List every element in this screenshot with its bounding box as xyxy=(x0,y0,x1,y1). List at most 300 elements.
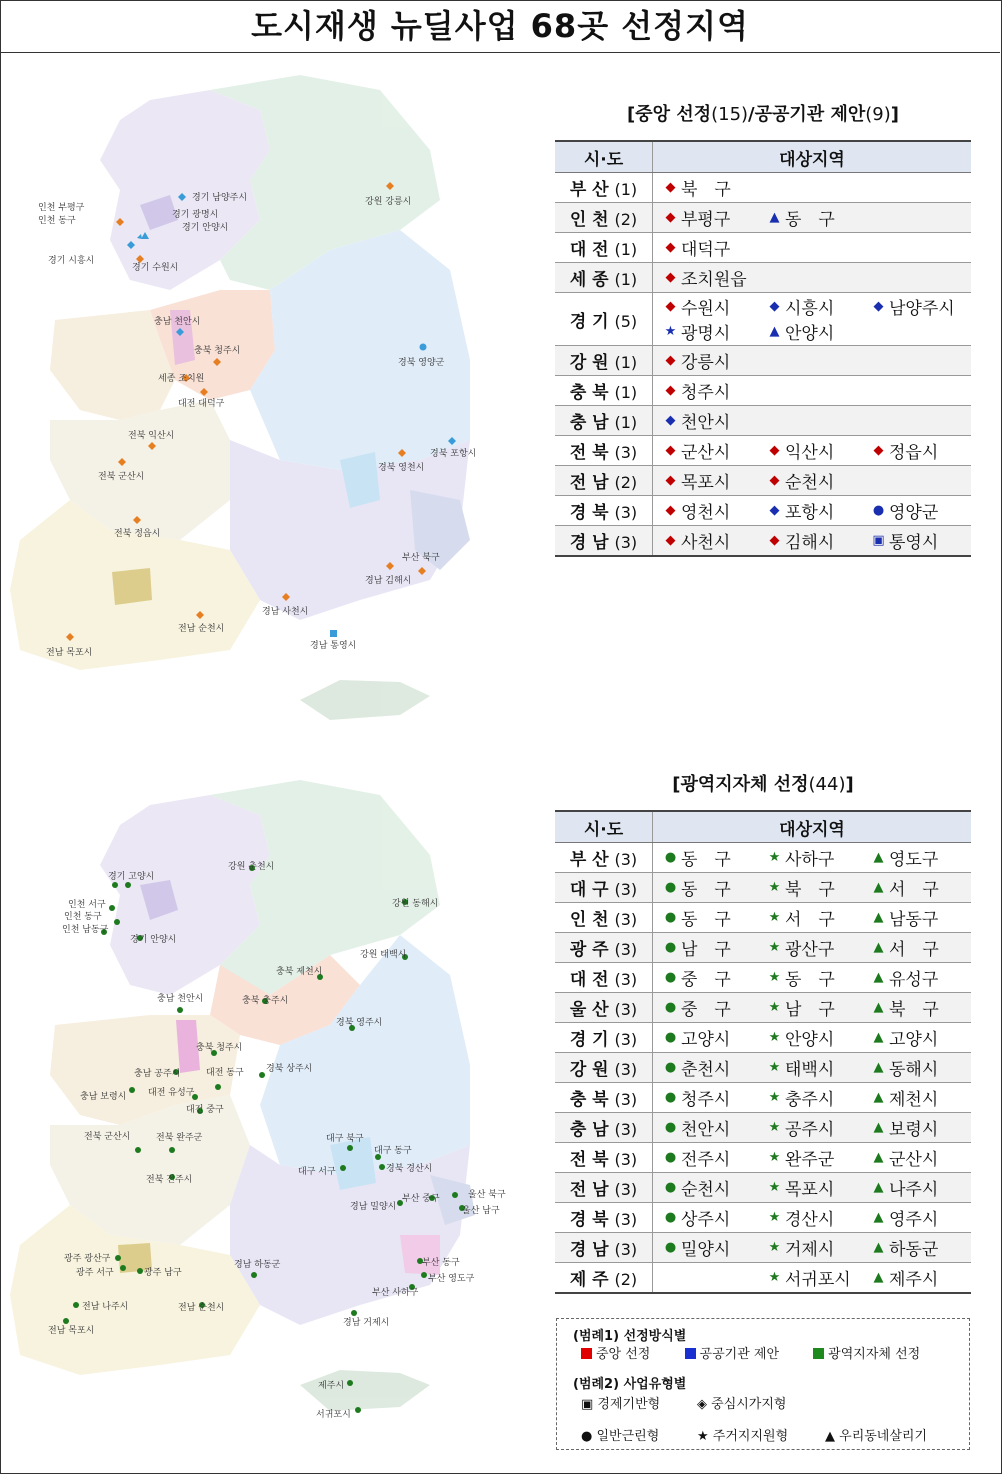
svg-text:부산 영도구: 부산 영도구 xyxy=(428,1274,475,1284)
svg-text:전북 완주군: 전북 완주군 xyxy=(156,1133,203,1143)
target-cell xyxy=(653,466,972,496)
target-region xyxy=(871,1145,971,1170)
type-marker-icon: ★ xyxy=(768,970,781,985)
sido-count: (3) xyxy=(614,940,638,959)
sido-name: 광 주 xyxy=(569,940,609,960)
region-name: 경산시 xyxy=(785,1210,835,1230)
sido-name: 대 전 xyxy=(569,970,609,990)
svg-text:강원 동해시: 강원 동해시 xyxy=(392,899,439,909)
table-central-selection xyxy=(555,140,971,557)
target-cell xyxy=(653,963,972,993)
type-marker-icon: ▲ xyxy=(873,910,884,925)
target-cell xyxy=(653,843,972,873)
region-name: 거제시 xyxy=(785,1240,835,1260)
sido-count: (3) xyxy=(614,1180,638,1199)
sido-name: 전 남 xyxy=(569,1180,609,1200)
target-cell xyxy=(653,1263,972,1294)
legend-residential: ★ 주거지지원형 xyxy=(697,1429,789,1444)
sido-cell xyxy=(555,1113,653,1143)
sido-name: 충 북 xyxy=(569,1090,609,1110)
svg-text:광주 남구: 광주 남구 xyxy=(144,1268,182,1278)
svg-text:대구 동구: 대구 동구 xyxy=(374,1146,412,1156)
svg-text:전북 정읍시: 전북 정읍시 xyxy=(114,529,161,539)
type-marker-icon: ★ xyxy=(768,1030,781,1045)
type-marker-icon: ▲ xyxy=(873,1030,884,1045)
sido-cell xyxy=(555,1143,653,1173)
svg-text:울산 북구: 울산 북구 xyxy=(468,1190,506,1200)
sido-name: 울 산 xyxy=(569,1000,609,1020)
type-marker-icon: ● xyxy=(664,1150,677,1165)
region-name: 전주시 xyxy=(681,1150,731,1170)
type-marker-icon: ★ xyxy=(768,850,781,865)
type-marker-icon: ▲ xyxy=(873,1090,884,1105)
legend-public: 공공기관 제안 xyxy=(699,1347,779,1362)
type-marker-icon: ▲ xyxy=(873,1060,884,1075)
target-cell xyxy=(653,263,972,293)
target-region xyxy=(663,935,767,960)
region-name: 완주군 xyxy=(785,1150,835,1170)
table-row xyxy=(555,496,971,526)
sido-cell xyxy=(555,526,653,557)
region-name: 남양주시 xyxy=(889,299,955,319)
type-marker-icon: ★ xyxy=(768,1090,781,1105)
region-name: 대덕구 xyxy=(681,240,731,260)
table-row xyxy=(555,1083,971,1113)
target-region xyxy=(767,875,871,900)
svg-text:부산 북구: 부산 북구 xyxy=(402,553,440,563)
table-row xyxy=(555,233,971,263)
sido-count: (3) xyxy=(614,850,638,869)
type-marker-icon: ● xyxy=(664,970,677,985)
target-cell xyxy=(653,1233,972,1263)
sido-cell xyxy=(555,903,653,933)
target-region xyxy=(767,319,871,344)
region-name: 목포시 xyxy=(681,473,731,493)
type-marker-icon: ▲ xyxy=(873,1150,884,1165)
type-marker-icon: ◆ xyxy=(769,299,780,314)
target-region xyxy=(767,1265,871,1290)
sido-count: (1) xyxy=(614,353,638,372)
table1-title xyxy=(556,100,970,126)
region-name: 순천시 xyxy=(785,473,835,493)
sido-cell xyxy=(555,203,653,233)
target-region xyxy=(871,1085,971,1110)
sido-name: 전 북 xyxy=(569,1150,609,1170)
region-name: 군산시 xyxy=(889,1150,939,1170)
type-marker-icon: ▲ xyxy=(873,940,884,955)
sido-cell xyxy=(555,1023,653,1053)
svg-text:인천 남동구: 인천 남동구 xyxy=(62,925,109,935)
region-name: 중 구 xyxy=(681,970,731,990)
svg-text:인천 서구: 인천 서구 xyxy=(68,900,106,910)
svg-text:전북 군산시: 전북 군산시 xyxy=(84,1132,131,1142)
svg-text:충북 청주시: 충북 청주시 xyxy=(194,346,241,356)
region-name: 안양시 xyxy=(785,324,835,344)
korea-map-1 xyxy=(0,60,500,720)
svg-text:울산 남구: 울산 남구 xyxy=(462,1206,500,1216)
target-region xyxy=(767,935,871,960)
region-name: 영천시 xyxy=(681,503,731,523)
target-region xyxy=(871,845,971,870)
target-region xyxy=(663,1055,767,1080)
region-name: 안양시 xyxy=(785,1030,835,1050)
sido-cell xyxy=(555,963,653,993)
region-name: 정읍시 xyxy=(889,443,939,463)
sido-cell xyxy=(555,873,653,903)
target-cell xyxy=(653,1173,972,1203)
table-row xyxy=(555,843,971,873)
target-cell xyxy=(653,873,972,903)
sido-count: (3) xyxy=(614,1000,638,1019)
target-region xyxy=(767,905,871,930)
region-name: 중 구 xyxy=(681,1000,731,1020)
sido-name: 경 북 xyxy=(569,1210,609,1230)
region-name: 시흥시 xyxy=(785,299,835,319)
svg-text:전남 순천시: 전남 순천시 xyxy=(178,624,225,634)
target-region xyxy=(767,1115,871,1140)
table-row xyxy=(555,293,971,346)
type-marker-icon: ◆ xyxy=(665,503,676,518)
type-marker-icon: ★ xyxy=(768,1180,781,1195)
type-marker-icon: ★ xyxy=(768,940,781,955)
target-cell xyxy=(653,1083,972,1113)
legend1-heading: (범례1) 선정방식별 xyxy=(573,1329,687,1344)
region-name: 밀양시 xyxy=(681,1240,731,1260)
region-name: 제주시 xyxy=(889,1270,939,1290)
sido-count: (3) xyxy=(614,1150,638,1169)
sido-count: (3) xyxy=(614,443,638,462)
table-row xyxy=(555,1053,971,1083)
region-name: 영주시 xyxy=(889,1210,939,1230)
table2-header-target: 대상지역 xyxy=(653,811,972,843)
target-region xyxy=(767,205,871,230)
region-name: 조치원읍 xyxy=(681,270,747,290)
sido-count: (3) xyxy=(614,1240,638,1259)
sido-count: (3) xyxy=(614,880,638,899)
target-region xyxy=(871,1025,971,1050)
type-marker-icon: ● xyxy=(664,940,677,955)
svg-text:경남 거제시: 경남 거제시 xyxy=(343,1318,390,1328)
type-marker-icon: ● xyxy=(664,850,677,865)
target-region xyxy=(767,438,871,463)
table-row xyxy=(555,873,971,903)
sido-cell xyxy=(555,1173,653,1203)
sido-count: (5) xyxy=(614,311,638,331)
svg-text:경남 사천시: 경남 사천시 xyxy=(262,607,309,617)
legend-economic: ▣ 경제기반형 xyxy=(581,1397,661,1412)
svg-text:충북 청주시: 충북 청주시 xyxy=(196,1043,243,1053)
target-cell xyxy=(653,1143,972,1173)
region-name: 청주시 xyxy=(681,1090,731,1110)
sido-count: (1) xyxy=(614,180,638,199)
type-marker-icon: ● xyxy=(664,1000,677,1015)
legend-general: ● 일반근린형 xyxy=(581,1429,660,1444)
target-region xyxy=(767,845,871,870)
table-metro-selection xyxy=(555,810,971,1294)
target-region xyxy=(871,875,971,900)
target-cell xyxy=(653,376,972,406)
svg-text:경남 밀양시: 경남 밀양시 xyxy=(350,1202,397,1212)
target-cell xyxy=(653,903,972,933)
type-marker-icon: ▲ xyxy=(873,1000,884,1015)
table2-title-main: [광역지자체 선정 xyxy=(672,774,809,795)
svg-text:경북 영주시: 경북 영주시 xyxy=(336,1018,383,1028)
svg-text:전북 익산시: 전북 익산시 xyxy=(128,431,175,441)
type-marker-icon: ★ xyxy=(768,1240,781,1255)
target-region xyxy=(767,1025,871,1050)
type-marker-icon: ★ xyxy=(768,1150,781,1165)
region-name: 하동군 xyxy=(889,1240,939,1260)
target-region xyxy=(871,1265,971,1290)
target-cell xyxy=(653,496,972,526)
target-region xyxy=(663,1235,767,1260)
type-marker-icon: ◆ xyxy=(665,299,676,314)
sido-name: 충 남 xyxy=(569,413,609,433)
target-cell xyxy=(653,933,972,963)
type-marker-icon: ◆ xyxy=(665,240,676,255)
target-cell xyxy=(653,1053,972,1083)
type-marker-icon: ● xyxy=(664,910,677,925)
legend-neighborhood: ▲ 우리동네살리기 xyxy=(825,1429,928,1444)
table-row xyxy=(555,1143,971,1173)
sido-cell xyxy=(555,1233,653,1263)
svg-text:부산 사하구: 부산 사하구 xyxy=(372,1288,419,1298)
type-marker-icon: ◆ xyxy=(665,180,676,195)
target-region xyxy=(871,498,971,523)
target-region xyxy=(767,1205,871,1230)
target-cell xyxy=(653,406,972,436)
svg-text:강원 강릉시: 강원 강릉시 xyxy=(365,197,412,207)
target-region xyxy=(663,498,767,523)
type-marker-icon: ● xyxy=(664,1090,677,1105)
svg-text:대전 대덕구: 대전 대덕구 xyxy=(178,399,225,409)
svg-text:경기 시흥시: 경기 시흥시 xyxy=(48,256,95,266)
sido-count: (3) xyxy=(614,503,638,522)
sido-name: 전 북 xyxy=(569,443,609,463)
region-name: 상주시 xyxy=(681,1210,731,1230)
sido-name: 강 원 xyxy=(569,353,609,373)
region-name: 청주시 xyxy=(681,383,731,403)
sido-count: (3) xyxy=(614,1030,638,1049)
type-marker-icon: ▣ xyxy=(872,533,885,548)
svg-text:경기 수원시: 경기 수원시 xyxy=(132,263,179,273)
table1-title-count2: (9) xyxy=(865,104,891,125)
sido-name: 부 산 xyxy=(569,850,609,870)
target-region xyxy=(767,965,871,990)
target-region xyxy=(767,1055,871,1080)
type-marker-icon: ● xyxy=(664,1030,677,1045)
table-row xyxy=(555,346,971,376)
type-marker-icon: ▲ xyxy=(873,880,884,895)
type-marker-icon: ▲ xyxy=(873,1210,884,1225)
sido-count: (3) xyxy=(614,533,638,552)
target-cell xyxy=(653,293,972,346)
target-region xyxy=(663,1085,767,1110)
svg-text:충북 제천시: 충북 제천시 xyxy=(276,967,323,977)
type-marker-icon: ▲ xyxy=(873,1180,884,1195)
target-region xyxy=(663,294,767,319)
region-name: 천안시 xyxy=(681,413,731,433)
target-region xyxy=(663,1175,767,1200)
type-marker-icon: ◆ xyxy=(873,299,884,314)
target-region xyxy=(663,965,767,990)
svg-text:부산 중구: 부산 중구 xyxy=(402,1194,440,1204)
sido-count: (3) xyxy=(614,1060,638,1079)
sido-name: 강 원 xyxy=(569,1060,609,1080)
svg-text:세종 조치원: 세종 조치원 xyxy=(158,374,205,384)
region-name: 동 구 xyxy=(681,880,731,900)
region-name: 천안시 xyxy=(681,1120,731,1140)
target-region xyxy=(871,905,971,930)
target-region xyxy=(871,1205,971,1230)
region-name: 순천시 xyxy=(681,1180,731,1200)
region-name: 춘천시 xyxy=(681,1060,731,1080)
type-marker-icon: ◆ xyxy=(665,443,676,458)
type-marker-icon: ● xyxy=(664,880,677,895)
target-region xyxy=(663,175,767,200)
svg-text:전북 군산시: 전북 군산시 xyxy=(98,472,145,482)
type-marker-icon: ★ xyxy=(768,1120,781,1135)
central-color-swatch xyxy=(581,1348,592,1359)
target-cell xyxy=(653,436,972,466)
sido-name: 세 종 xyxy=(569,270,609,290)
svg-text:대전 중구: 대전 중구 xyxy=(186,1105,224,1115)
type-marker-icon: ◆ xyxy=(665,473,676,488)
region-name: 수원시 xyxy=(681,299,731,319)
target-region xyxy=(663,265,767,290)
sido-name: 전 남 xyxy=(569,473,609,493)
target-region xyxy=(871,995,971,1020)
svg-text:경북 상주시: 경북 상주시 xyxy=(266,1064,313,1074)
svg-text:충북 충주시: 충북 충주시 xyxy=(242,996,289,1006)
table1-title-count1: (15) xyxy=(711,104,749,125)
svg-text:충남 공주시: 충남 공주시 xyxy=(134,1069,181,1079)
sido-name: 부 산 xyxy=(569,180,609,200)
target-region xyxy=(663,845,767,870)
region-name: 포항시 xyxy=(785,503,835,523)
type-marker-icon: ◆ xyxy=(665,383,676,398)
sido-count: (2) xyxy=(614,1270,638,1289)
type-marker-icon: ★ xyxy=(768,1270,781,1285)
svg-text:대구 서구: 대구 서구 xyxy=(298,1167,336,1177)
target-region xyxy=(871,965,971,990)
target-cell xyxy=(653,346,972,376)
sido-count: (3) xyxy=(614,1210,638,1229)
target-cell xyxy=(653,1113,972,1143)
sido-count: (1) xyxy=(614,413,638,432)
target-region xyxy=(663,1115,767,1140)
sido-name: 경 기 xyxy=(569,311,609,332)
table-row xyxy=(555,993,971,1023)
type-marker-icon: ● xyxy=(664,1120,677,1135)
sido-count: (1) xyxy=(614,240,638,259)
svg-text:강원 태백시: 강원 태백시 xyxy=(360,950,407,960)
target-cell xyxy=(653,1023,972,1053)
type-marker-icon: ★ xyxy=(768,1210,781,1225)
svg-text:인천 부평구: 인천 부평구 xyxy=(38,203,85,213)
region-name: 동 구 xyxy=(785,210,835,230)
sido-count: (3) xyxy=(614,910,638,929)
target-region xyxy=(767,468,871,493)
sido-cell xyxy=(555,436,653,466)
target-region xyxy=(663,319,767,344)
target-region xyxy=(767,1175,871,1200)
target-region xyxy=(663,1025,767,1050)
target-region xyxy=(663,378,767,403)
region-name: 통영시 xyxy=(889,533,939,553)
region-name: 동해시 xyxy=(889,1060,939,1080)
svg-text:제주시: 제주시 xyxy=(318,1381,345,1391)
sido-name: 경 남 xyxy=(569,1240,609,1260)
region-name: 목포시 xyxy=(785,1180,835,1200)
type-marker-icon: ★ xyxy=(768,1000,781,1015)
table-row xyxy=(555,933,971,963)
svg-text:충남 천안시: 충남 천안시 xyxy=(154,317,201,327)
legend-central: 중앙 선정 xyxy=(596,1347,651,1362)
korea-map-2 xyxy=(0,765,506,1445)
table1-title-end: ] xyxy=(890,104,899,125)
region-name: 서 구 xyxy=(889,940,939,960)
table2-title-count: (44) xyxy=(808,774,846,795)
table-row xyxy=(555,526,971,557)
type-marker-icon: ● xyxy=(664,1180,677,1195)
svg-text:경북 포항시: 경북 포항시 xyxy=(430,449,477,459)
sido-cell xyxy=(555,376,653,406)
region-name: 사하구 xyxy=(785,850,835,870)
type-marker-icon: ◆ xyxy=(665,270,676,285)
region-name: 영도구 xyxy=(889,850,939,870)
type-marker-icon: ▲ xyxy=(873,970,884,985)
type-marker-icon: ▲ xyxy=(873,850,884,865)
target-region xyxy=(871,935,971,960)
type-marker-icon: ★ xyxy=(768,1060,781,1075)
region-name: 서 구 xyxy=(889,880,939,900)
sido-name: 충 북 xyxy=(569,383,609,403)
svg-text:경남 통영시: 경남 통영시 xyxy=(310,641,357,651)
svg-text:충남 천안시: 충남 천안시 xyxy=(157,994,204,1004)
public-color-swatch xyxy=(685,1348,696,1359)
type-marker-icon: ◆ xyxy=(665,413,676,428)
table-row xyxy=(555,173,971,203)
type-marker-icon: ◆ xyxy=(769,533,780,548)
type-marker-icon: ● xyxy=(664,1210,677,1225)
sido-name: 경 남 xyxy=(569,533,609,553)
type-marker-icon: ◆ xyxy=(665,353,676,368)
target-region xyxy=(767,1235,871,1260)
sido-name: 경 북 xyxy=(569,503,609,523)
sido-cell xyxy=(555,233,653,263)
target-region xyxy=(767,294,871,319)
target-region xyxy=(767,498,871,523)
sido-cell xyxy=(555,933,653,963)
region-name: 광명시 xyxy=(681,324,731,344)
svg-text:인천 동구: 인천 동구 xyxy=(38,216,76,226)
target-region xyxy=(871,1055,971,1080)
svg-text:충남 보령시: 충남 보령시 xyxy=(80,1092,127,1102)
type-marker-icon: ★ xyxy=(664,324,677,339)
sido-cell xyxy=(555,1083,653,1113)
region-name: 북 구 xyxy=(785,880,835,900)
sido-cell xyxy=(555,173,653,203)
region-name: 서귀포시 xyxy=(785,1270,851,1290)
target-region xyxy=(663,1145,767,1170)
target-region xyxy=(663,875,767,900)
target-region xyxy=(871,528,971,553)
svg-text:경북 경산시: 경북 경산시 xyxy=(386,1164,433,1174)
type-marker-icon: ▲ xyxy=(873,1240,884,1255)
table1-header-target: 대상지역 xyxy=(653,141,972,173)
sido-cell xyxy=(555,843,653,873)
